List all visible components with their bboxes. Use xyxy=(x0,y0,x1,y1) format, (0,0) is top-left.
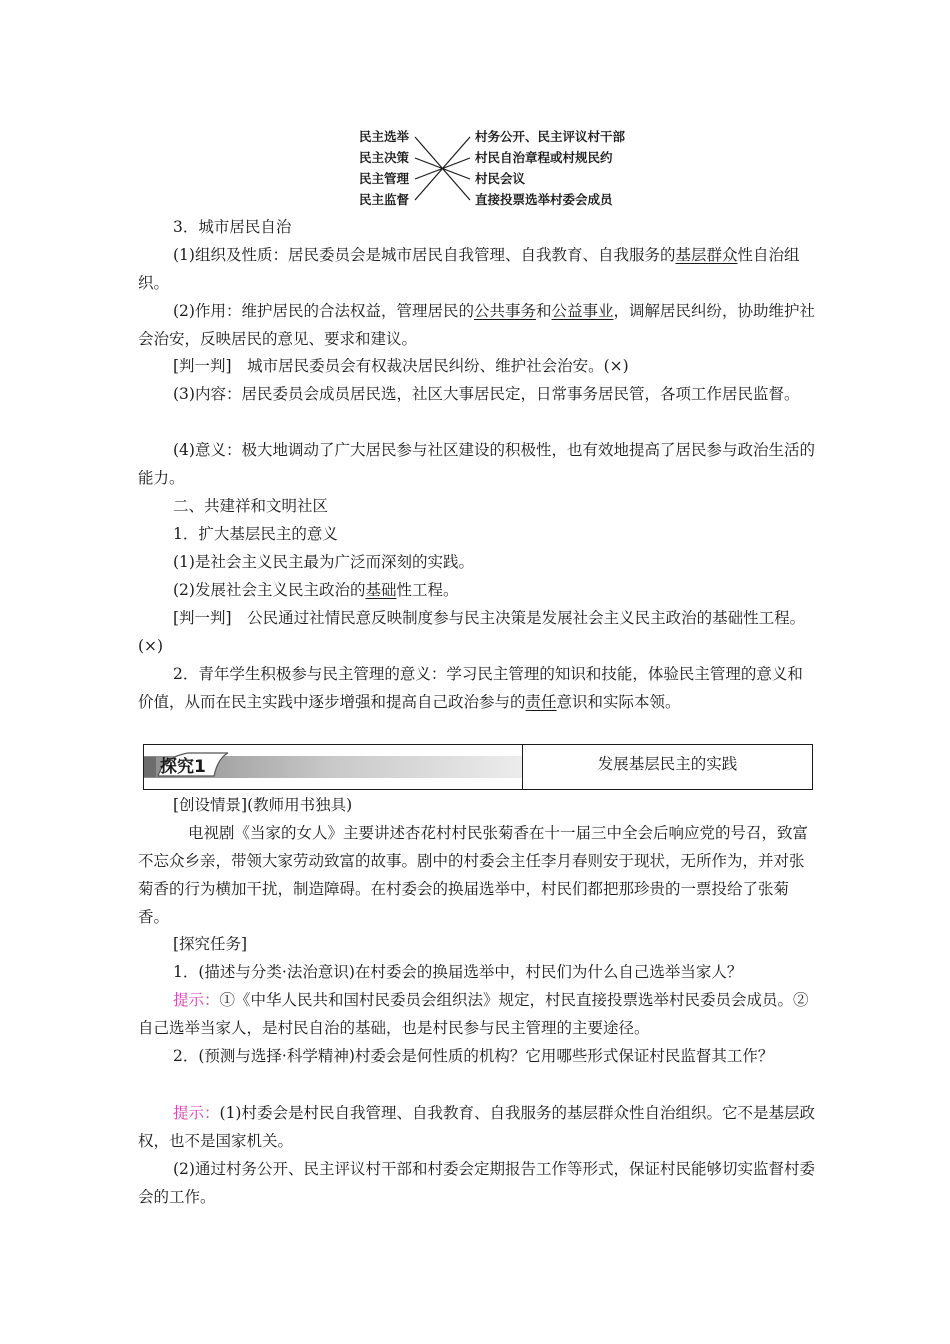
question-1: 1．(描述与分类·法治意识)在村委会的换届选举中，村民们为什么自己选举当家人？ xyxy=(173,963,743,981)
answer-2b: (2)通过村务公开、民主评议村干部和村委会定期报告工作等形式，保证村民能够切实监督村委会的工作。 xyxy=(138,1160,815,1206)
task-label: [探究任务] xyxy=(173,935,248,953)
paragraph-organization: (1)组织及性质：居民委员会是城市居民自我管理、自我教育、自我服务的基层群众性自治组织。 xyxy=(138,246,800,292)
inquiry-tag-label: 探究1 xyxy=(160,757,206,777)
inquiry-tag-box xyxy=(144,745,522,789)
answer-1: 提示：①《中华人民共和国村民委员会组织法》规定，村民直接投票选举村民委员会成员。②自己选举当家人，是村民自治的基础，也是村民参与民主管理的主要途径。 xyxy=(138,991,809,1037)
paragraph-content: (3)内容：居民委员会成员居民选，社区大事居民定，日常事务居民管，各项工作居民监督。 xyxy=(173,385,800,403)
diagram-right-4: 直接投票选举村委会成员 xyxy=(475,192,613,207)
paragraph-significance: (4)意义：极大地调动了广大居民参与社区建设的积极性，也有效地提高了居民参与政治生活的能力。 xyxy=(138,441,815,487)
question-2: 2．(预测与选择·科学精神)村委会是何性质的机构？它用哪些形式保证村民监督其工作？ xyxy=(173,1047,774,1065)
judge-1: [判一判] 城市居民委员会有权裁决居民纠纷、维护社会治安。(×) xyxy=(173,357,629,375)
diagram-right-3: 村民会议 xyxy=(475,171,526,186)
diagram-right-2: 村民自治章程或村规民约 xyxy=(475,150,613,165)
paragraph-function: (2)作用：维护居民的合法权益，管理居民的公共事务和公益事业，调解居民纠纷，协助维护社会治安，反映居民的意见、要求和建议。 xyxy=(138,302,816,348)
matching-diagram xyxy=(355,126,655,212)
diagram-left-3: 民主管理 xyxy=(359,171,410,186)
answer-2a: 提示：(1)村委会是村民自我管理、自我教育、自我服务的基层群众性自治组织。它不是基层政权，也不是国家机关。 xyxy=(138,1104,815,1150)
point-2: (2)发展社会主义民主政治的基础性工程。 xyxy=(173,581,459,599)
inquiry-tag-graphic xyxy=(144,745,522,789)
diagram-right-1: 村务公开、民主评议村干部 xyxy=(475,129,626,144)
judge-2: [判一判] 公民通过社情民意反映制度参与民主决策是发展社会主义民主政治的基础性工程。(×) xyxy=(138,609,806,655)
tip-label: 提示： xyxy=(173,1104,220,1122)
diagram-connectors xyxy=(415,137,470,200)
diagram-left-1: 民主选举 xyxy=(359,129,410,144)
tip-label: 提示： xyxy=(173,991,220,1009)
point-1: (1)是社会主义民主最为广泛而深刻的实践。 xyxy=(173,553,474,571)
subheading-2: 2．青年学生积极参与民主管理的意义：学习民主管理的知识和技能，体验民主管理的意义和价值，从而在民主实践中逐步增强和提高自己政治参与的责任意识和实际本领。 xyxy=(138,665,803,711)
scene-text: 电视剧《当家的女人》主要讲述杏花村村民张菊香在十一届三中全会后响应党的号召，致富不忘众乡亲，带领大家劳动致富的故事。剧中的村委会主任李月春则安于现状，无所作为，并对张菊香的行为横加干扰，制造障碍。在村委会的换届选举中，村民们都把那珍贵的一票投给了张菊香。 xyxy=(138,824,809,926)
diagram-left-2: 民主决策 xyxy=(359,150,410,165)
subheading-1: 1．扩大基层民主的意义 xyxy=(173,525,338,543)
heading-2: 二、共建祥和文明社区 xyxy=(173,497,329,515)
section-3-title: 3．城市居民自治 xyxy=(173,218,292,236)
diagram-left-4: 民主监督 xyxy=(359,192,410,207)
scene-label: [创设情景](教师用书独具) xyxy=(173,796,353,814)
inquiry-title: 发展基层民主的实践 xyxy=(597,755,738,773)
inquiry-banner xyxy=(143,744,813,790)
